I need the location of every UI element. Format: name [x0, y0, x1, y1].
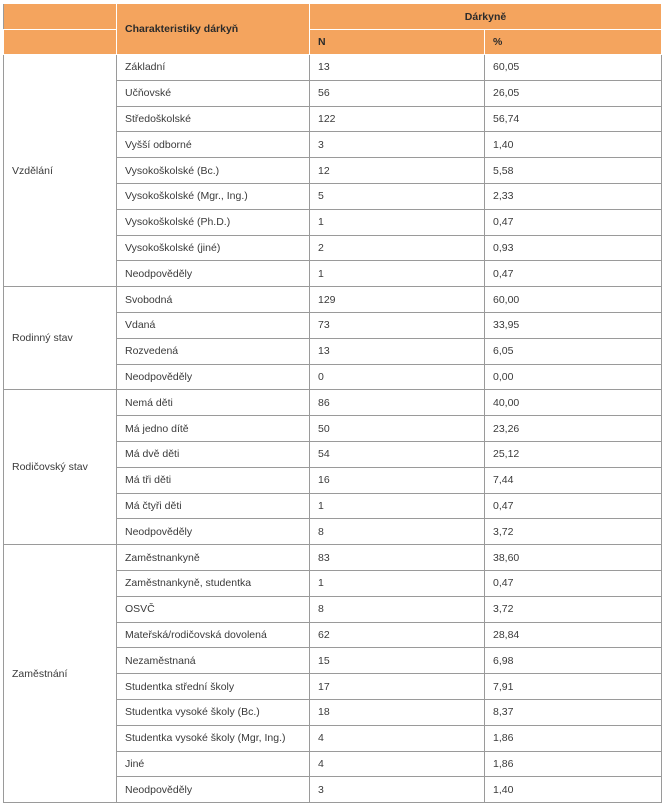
count-cell: 83 — [310, 545, 485, 571]
count-cell: 1 — [310, 261, 485, 287]
percent-cell: 28,84 — [485, 622, 662, 648]
table-row — [4, 55, 662, 81]
count-cell: 86 — [310, 390, 485, 416]
category-label: Vyšší odborné — [117, 132, 310, 158]
header-blank-cell — [4, 30, 117, 55]
category-label: Svobodná — [117, 287, 310, 313]
group-label: Vzdělání — [4, 55, 117, 287]
category-label: Zaměstnankyně — [117, 545, 310, 571]
group-label: Rodinný stav — [4, 287, 117, 390]
percent-cell: 8,37 — [485, 699, 662, 725]
percent-cell: 1,40 — [485, 132, 662, 158]
count-cell: 8 — [310, 596, 485, 622]
category-label: OSVČ — [117, 596, 310, 622]
category-label: Vysokoškolské (Bc.) — [117, 158, 310, 184]
header-pct: % — [485, 30, 662, 55]
count-cell: 56 — [310, 80, 485, 106]
table-row — [4, 287, 662, 313]
category-label: Studentka vysoké školy (Mgr, Ing.) — [117, 725, 310, 751]
percent-cell: 40,00 — [485, 390, 662, 416]
count-cell: 129 — [310, 287, 485, 313]
percent-cell: 2,33 — [485, 183, 662, 209]
category-label: Má tři děti — [117, 467, 310, 493]
table-body — [4, 55, 662, 803]
category-label: Neodpověděly — [117, 519, 310, 545]
percent-cell: 0,47 — [485, 570, 662, 596]
percent-cell: 60,05 — [485, 55, 662, 81]
category-label: Vysokoškolské (jiné) — [117, 235, 310, 261]
header-characteristics: Charakteristiky dárkyň — [117, 4, 310, 55]
category-label: Jiné — [117, 751, 310, 777]
table-header — [4, 4, 662, 55]
percent-cell: 60,00 — [485, 287, 662, 313]
percent-cell: 6,05 — [485, 338, 662, 364]
category-label: Zaměstnankyně, studentka — [117, 570, 310, 596]
table-row — [4, 390, 662, 416]
percent-cell: 3,72 — [485, 519, 662, 545]
percent-cell: 7,44 — [485, 467, 662, 493]
category-label: Nezaměstnaná — [117, 648, 310, 674]
percent-cell: 26,05 — [485, 80, 662, 106]
percent-cell: 33,95 — [485, 312, 662, 338]
percent-cell: 1,86 — [485, 725, 662, 751]
count-cell: 73 — [310, 312, 485, 338]
count-cell: 18 — [310, 699, 485, 725]
group-label: Zaměstnání — [4, 545, 117, 803]
category-label: Středoškolské — [117, 106, 310, 132]
percent-cell: 1,86 — [485, 751, 662, 777]
header-blank-cell — [4, 4, 117, 30]
count-cell: 50 — [310, 416, 485, 442]
category-label: Nemá děti — [117, 390, 310, 416]
header-donors: Dárkyně — [310, 4, 662, 30]
percent-cell: 6,98 — [485, 648, 662, 674]
category-label: Neodpověděly — [117, 364, 310, 390]
percent-cell: 0,47 — [485, 261, 662, 287]
percent-cell: 38,60 — [485, 545, 662, 571]
category-label: Vdaná — [117, 312, 310, 338]
category-label: Má čtyři děti — [117, 493, 310, 519]
count-cell: 1 — [310, 570, 485, 596]
category-label: Učňovské — [117, 80, 310, 106]
count-cell: 13 — [310, 338, 485, 364]
count-cell: 17 — [310, 674, 485, 700]
count-cell: 0 — [310, 364, 485, 390]
percent-cell: 7,91 — [485, 674, 662, 700]
count-cell: 8 — [310, 519, 485, 545]
category-label: Má jedno dítě — [117, 416, 310, 442]
category-label: Studentka vysoké školy (Bc.) — [117, 699, 310, 725]
category-label: Rozvedená — [117, 338, 310, 364]
category-label: Neodpověděly — [117, 777, 310, 803]
percent-cell: 1,40 — [485, 777, 662, 803]
percent-cell: 3,72 — [485, 596, 662, 622]
category-label: Neodpověděly — [117, 261, 310, 287]
count-cell: 16 — [310, 467, 485, 493]
category-label: Mateřská/rodičovská dovolená — [117, 622, 310, 648]
category-label: Vysokoškolské (Mgr., Ing.) — [117, 183, 310, 209]
percent-cell: 0,47 — [485, 493, 662, 519]
percent-cell: 0,00 — [485, 364, 662, 390]
count-cell: 12 — [310, 158, 485, 184]
header-n: N — [310, 30, 485, 55]
percent-cell: 25,12 — [485, 441, 662, 467]
table-row — [4, 545, 662, 571]
category-label: Vysokoškolské (Ph.D.) — [117, 209, 310, 235]
count-cell: 122 — [310, 106, 485, 132]
count-cell: 62 — [310, 622, 485, 648]
percent-cell: 5,58 — [485, 158, 662, 184]
group-label: Rodičovský stav — [4, 390, 117, 545]
count-cell: 2 — [310, 235, 485, 261]
category-label: Základní — [117, 55, 310, 81]
count-cell: 4 — [310, 725, 485, 751]
percent-cell: 23,26 — [485, 416, 662, 442]
count-cell: 3 — [310, 777, 485, 803]
percent-cell: 0,47 — [485, 209, 662, 235]
count-cell: 3 — [310, 132, 485, 158]
count-cell: 1 — [310, 209, 485, 235]
count-cell: 13 — [310, 55, 485, 81]
category-label: Studentka střední školy — [117, 674, 310, 700]
percent-cell: 56,74 — [485, 106, 662, 132]
count-cell: 4 — [310, 751, 485, 777]
count-cell: 15 — [310, 648, 485, 674]
category-label: Má dvě děti — [117, 441, 310, 467]
percent-cell: 0,93 — [485, 235, 662, 261]
count-cell: 5 — [310, 183, 485, 209]
donor-characteristics-table — [3, 3, 662, 803]
count-cell: 1 — [310, 493, 485, 519]
count-cell: 54 — [310, 441, 485, 467]
